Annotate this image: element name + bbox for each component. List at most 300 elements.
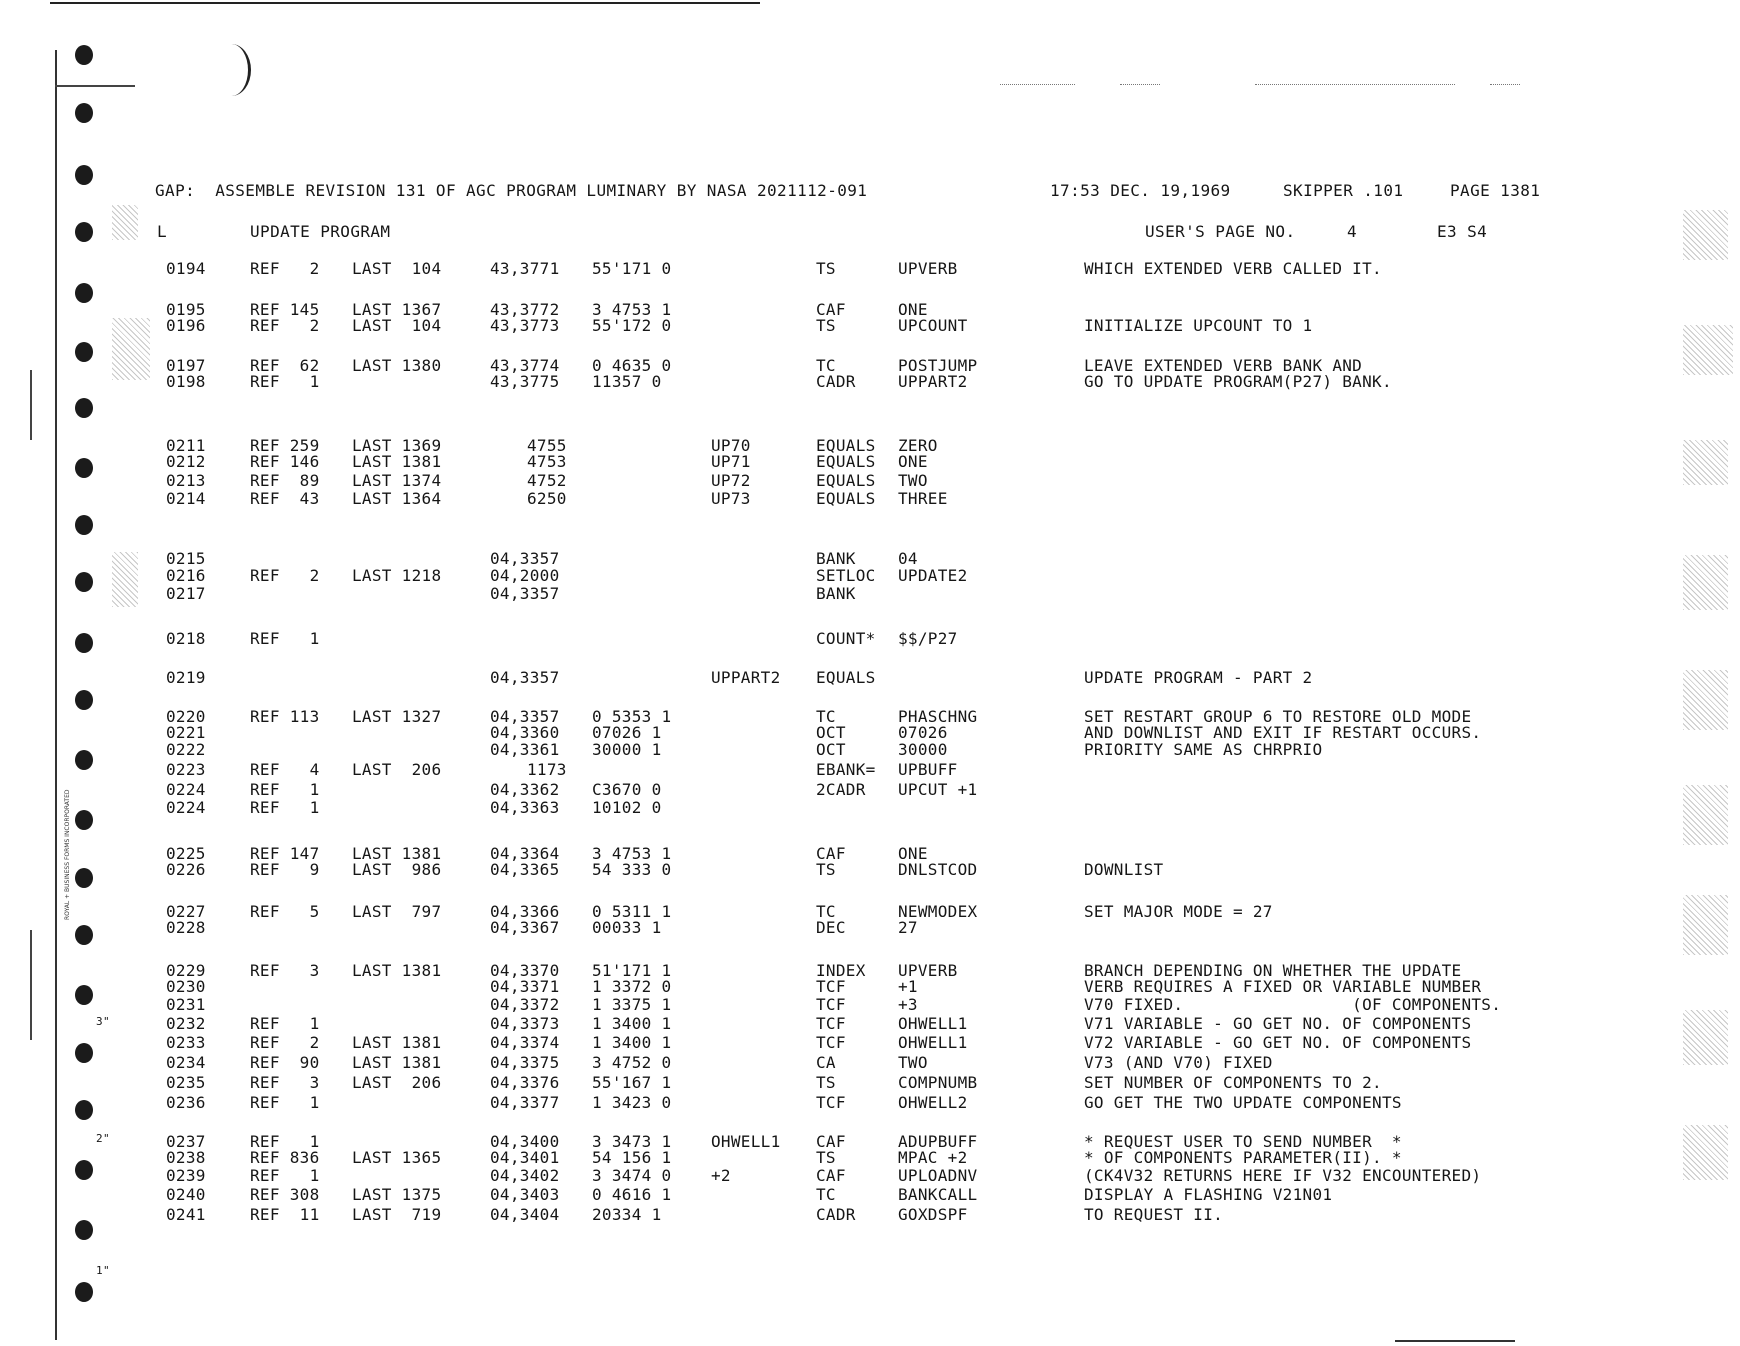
last-ref: LAST 1364: [352, 489, 442, 508]
opcode: TS: [816, 860, 836, 879]
address: 04,3371: [490, 977, 560, 996]
left-margin-rule: [55, 50, 57, 1340]
opcode: OCT: [816, 740, 846, 759]
opcode: SETLOC: [816, 566, 876, 585]
line-number: 0235: [166, 1073, 206, 1092]
last-ref: LAST 1381: [352, 1033, 442, 1052]
scan-smudge: [1683, 440, 1728, 485]
address: 04,3360: [490, 723, 560, 742]
punch-hole: [75, 572, 93, 592]
print-timestamp: 17:53 DEC. 19,1969: [1050, 181, 1231, 200]
line-number: 0221: [166, 723, 206, 742]
ref-count: REF 62: [250, 356, 320, 375]
object-word: 00033 1: [592, 918, 662, 937]
operand: UPBUFF: [898, 760, 958, 779]
opcode: BANK: [816, 584, 856, 603]
scan-smudge: [1683, 1010, 1728, 1065]
comment: SET RESTART GROUP 6 TO RESTORE OLD MODE: [1084, 707, 1472, 726]
opcode: TCF: [816, 977, 846, 996]
line-number: 0234: [166, 1053, 206, 1072]
operand: OHWELL1: [898, 1014, 968, 1033]
opcode: EQUALS: [816, 436, 876, 455]
label: UP73: [711, 489, 751, 508]
form-vendor-label: ROYAL + BUSINESS FORMS INCORPORATED: [64, 789, 71, 920]
opcode: CAF: [816, 300, 846, 319]
operand: ADUPBUFF: [898, 1132, 978, 1151]
last-ref: LAST 1327: [352, 707, 442, 726]
line-number: 0223: [166, 760, 206, 779]
object-word: 30000 1: [592, 740, 662, 759]
object-word: 07026 1: [592, 723, 662, 742]
line-number: 0232: [166, 1014, 206, 1033]
scan-smudge: [1683, 210, 1728, 260]
ref-count: REF 2: [250, 1033, 320, 1052]
address: 04,3364: [490, 844, 560, 863]
line-number: 0227: [166, 902, 206, 921]
line-number: 0198: [166, 372, 206, 391]
last-ref: LAST 986: [352, 860, 442, 879]
object-word: 0 4616 1: [592, 1185, 672, 1204]
opcode: CAF: [816, 1132, 846, 1151]
label: UP72: [711, 471, 751, 490]
scan-smudge: [1683, 785, 1728, 845]
last-ref: LAST 1365: [352, 1148, 442, 1167]
opcode: TC: [816, 356, 836, 375]
line-number: 0212: [166, 452, 206, 471]
ref-count: REF 308: [250, 1185, 320, 1204]
address: 04,3374: [490, 1033, 560, 1052]
top-rule: [50, 2, 760, 4]
opcode: TS: [816, 1148, 836, 1167]
operand: 27: [898, 918, 918, 937]
margin-mark: 3": [96, 1015, 111, 1028]
address: 04,3370: [490, 961, 560, 980]
line-number: 0213: [166, 471, 206, 490]
address: 04,3372: [490, 995, 560, 1014]
comment: UPDATE PROGRAM - PART 2: [1084, 668, 1313, 687]
document-title: GAP: ASSEMBLE REVISION 131 OF AGC PROGRAM LUMINARY BY NASA 2021112-091: [155, 181, 868, 200]
operand: OHWELL2: [898, 1093, 968, 1112]
address: 04,3404: [490, 1205, 560, 1224]
operand: +1: [898, 977, 918, 996]
ref-count: REF 5: [250, 902, 320, 921]
ref-count: REF 145: [250, 300, 320, 319]
label: UPPART2: [711, 668, 781, 687]
section-code: E3 S4: [1437, 222, 1488, 241]
address: 43,3773: [490, 316, 560, 335]
punch-hole: [75, 458, 93, 478]
opcode: CAF: [816, 1166, 846, 1185]
address: 4752: [527, 471, 567, 490]
line-number: 0231: [166, 995, 206, 1014]
address: 04,3365: [490, 860, 560, 879]
object-word: 51'171 1: [592, 961, 672, 980]
operand: ONE: [898, 844, 928, 863]
object-word: 11357 0: [592, 372, 662, 391]
address: 04,3401: [490, 1148, 560, 1167]
bottom-rule: [1395, 1340, 1515, 1342]
opcode: TC: [816, 902, 836, 921]
scan-smudge: [112, 205, 138, 240]
ref-count: REF 3: [250, 961, 320, 980]
scan-smudge: [1683, 670, 1728, 730]
opcode: EQUALS: [816, 452, 876, 471]
comment: V72 VARIABLE - GO GET NO. OF COMPONENTS: [1084, 1033, 1472, 1052]
comment: * REQUEST USER TO SEND NUMBER *: [1084, 1132, 1402, 1151]
object-word: 3 4753 1: [592, 844, 672, 863]
object-word: 0 4635 0: [592, 356, 672, 375]
opcode: 2CADR: [816, 780, 866, 799]
punch-hole: [75, 750, 93, 770]
opcode: EQUALS: [816, 471, 876, 490]
punch-hole: [75, 868, 93, 888]
address: 04,3367: [490, 918, 560, 937]
object-word: 54 333 0: [592, 860, 672, 879]
address: 04,3377: [490, 1093, 560, 1112]
ref-count: REF 1: [250, 372, 320, 391]
label: +2: [711, 1166, 731, 1185]
line-number: 0220: [166, 707, 206, 726]
address: 04,3400: [490, 1132, 560, 1151]
ref-count: REF 1: [250, 1093, 320, 1112]
operand: 07026: [898, 723, 948, 742]
address: 04,3375: [490, 1053, 560, 1072]
address: 04,3373: [490, 1014, 560, 1033]
opcode: TCF: [816, 995, 846, 1014]
comment: TO REQUEST II.: [1084, 1205, 1224, 1224]
ref-count: REF 43: [250, 489, 320, 508]
operand: COMPNUMB: [898, 1073, 978, 1092]
comment: * OF COMPONENTS PARAMETER(II). *: [1084, 1148, 1402, 1167]
last-ref: LAST 206: [352, 1073, 442, 1092]
scan-smudge: [1683, 1125, 1728, 1180]
line-number: 0217: [166, 584, 206, 603]
object-word: 55'167 1: [592, 1073, 672, 1092]
comment: SET NUMBER OF COMPONENTS TO 2.: [1084, 1073, 1382, 1092]
skipper-label: SKIPPER .101: [1283, 181, 1404, 200]
opcode: CAF: [816, 844, 846, 863]
ref-count: REF 836: [250, 1148, 320, 1167]
opcode: CADR: [816, 1205, 856, 1224]
ref-count: REF 3: [250, 1073, 320, 1092]
scan-smudge: [112, 318, 150, 380]
ref-count: REF 1: [250, 1132, 320, 1151]
faint-mark: [1120, 84, 1160, 86]
line-number: 0240: [166, 1185, 206, 1204]
ref-count: REF 1: [250, 629, 320, 648]
ref-count: REF 1: [250, 780, 320, 799]
comment: V70 FIXED. (OF COMPONENTS.: [1084, 995, 1502, 1014]
users-page-label: USER'S PAGE NO.: [1145, 222, 1296, 241]
address: 43,3774: [490, 356, 560, 375]
punch-hole: [75, 810, 93, 830]
operand: DNLSTCOD: [898, 860, 978, 879]
last-ref: LAST 1381: [352, 844, 442, 863]
address: 04,3376: [490, 1073, 560, 1092]
comment: V71 VARIABLE - GO GET NO. OF COMPONENTS: [1084, 1014, 1472, 1033]
comment: (CK4V32 RETURNS HERE IF V32 ENCOUNTERED): [1084, 1166, 1482, 1185]
object-word: 10102 0: [592, 798, 662, 817]
address: 04,3357: [490, 584, 560, 603]
punch-hole: [75, 222, 93, 242]
last-ref: LAST 1367: [352, 300, 442, 319]
operand: THREE: [898, 489, 948, 508]
opcode: BANK: [816, 549, 856, 568]
opcode: EQUALS: [816, 489, 876, 508]
address: 04,3357: [490, 668, 560, 687]
line-number: 0237: [166, 1132, 206, 1151]
object-word: 1 3400 1: [592, 1033, 672, 1052]
operand: ONE: [898, 452, 928, 471]
address: 43,3772: [490, 300, 560, 319]
section-title: UPDATE PROGRAM: [250, 222, 391, 241]
margin-tick: [30, 370, 32, 440]
line-number: 0219: [166, 668, 206, 687]
comment: PRIORITY SAME AS CHRPRIO: [1084, 740, 1323, 759]
line-number: 0214: [166, 489, 206, 508]
object-word: 1 3372 0: [592, 977, 672, 996]
line-number: 0224: [166, 780, 206, 799]
ref-count: REF 2: [250, 316, 320, 335]
operand: UPCUT +1: [898, 780, 978, 799]
operand: TWO: [898, 471, 928, 490]
address: 04,2000: [490, 566, 560, 585]
margin-tick: [30, 930, 32, 1040]
scan-smudge: [1683, 555, 1728, 610]
label: OHWELL1: [711, 1132, 781, 1151]
object-word: 0 5311 1: [592, 902, 672, 921]
punch-hole: [75, 1220, 93, 1240]
operand: GOXDSPF: [898, 1205, 968, 1224]
label: UP71: [711, 452, 751, 471]
object-word: 3 4753 1: [592, 300, 672, 319]
object-word: C3670 0: [592, 780, 662, 799]
address: 4755: [527, 436, 567, 455]
last-ref: LAST 1381: [352, 1053, 442, 1072]
line-number: 0239: [166, 1166, 206, 1185]
opcode: CA: [816, 1053, 836, 1072]
operand: UPLOADNV: [898, 1166, 978, 1185]
opcode: TC: [816, 707, 836, 726]
last-ref: LAST 1381: [352, 961, 442, 980]
opcode: INDEX: [816, 961, 866, 980]
operand: POSTJUMP: [898, 356, 978, 375]
line-number: 0197: [166, 356, 206, 375]
opcode: OCT: [816, 723, 846, 742]
comment: VERB REQUIRES A FIXED OR VARIABLE NUMBER: [1084, 977, 1482, 996]
ref-count: REF 1: [250, 1014, 320, 1033]
ref-count: REF 147: [250, 844, 320, 863]
last-ref: LAST 719: [352, 1205, 442, 1224]
line-number: 0228: [166, 918, 206, 937]
operand: NEWMODEX: [898, 902, 978, 921]
line-number: 0195: [166, 300, 206, 319]
operand: UPVERB: [898, 961, 958, 980]
object-word: 3 3473 1: [592, 1132, 672, 1151]
users-page-number: 4: [1347, 222, 1358, 241]
opcode: TS: [816, 1073, 836, 1092]
object-word: 0 5353 1: [592, 707, 672, 726]
last-ref: LAST 1218: [352, 566, 442, 585]
punch-hole: [75, 103, 93, 123]
opcode: TS: [816, 259, 836, 278]
operand: TWO: [898, 1053, 928, 1072]
opcode: CADR: [816, 372, 856, 391]
line-number: 0236: [166, 1093, 206, 1112]
punch-hole: [75, 398, 93, 418]
opcode: TCF: [816, 1033, 846, 1052]
last-ref: LAST 1374: [352, 471, 442, 490]
ref-count: REF 90: [250, 1053, 320, 1072]
operand: 04: [898, 549, 918, 568]
punch-hole: [75, 283, 93, 303]
line-number: 0225: [166, 844, 206, 863]
faint-mark: [1255, 84, 1455, 86]
page-number: PAGE 1381: [1450, 181, 1541, 200]
operand: UPDATE2: [898, 566, 968, 585]
address: 43,3775: [490, 372, 560, 391]
punch-hole: [75, 515, 93, 535]
address: 43,3771: [490, 259, 560, 278]
label: UP70: [711, 436, 751, 455]
line-number: 0194: [166, 259, 206, 278]
comment: DOWNLIST: [1084, 860, 1164, 879]
operand: UPCOUNT: [898, 316, 968, 335]
line-number: 0238: [166, 1148, 206, 1167]
faint-mark: [1490, 84, 1520, 86]
object-word: 3 3474 0: [592, 1166, 672, 1185]
ref-count: REF 4: [250, 760, 320, 779]
opcode: TCF: [816, 1093, 846, 1112]
ref-count: REF 113: [250, 707, 320, 726]
last-ref: LAST 797: [352, 902, 442, 921]
punch-hole: [75, 690, 93, 710]
line-number: 0215: [166, 549, 206, 568]
line-number: 0241: [166, 1205, 206, 1224]
punch-hole: [75, 165, 93, 185]
operand: UPPART2: [898, 372, 968, 391]
last-ref: LAST 104: [352, 316, 442, 335]
address: 6250: [527, 489, 567, 508]
ref-count: REF 9: [250, 860, 320, 879]
line-number: 0216: [166, 566, 206, 585]
operand: +3: [898, 995, 918, 1014]
object-word: 55'172 0: [592, 316, 672, 335]
left-margin-notch: [55, 85, 135, 87]
scan-smudge: [112, 552, 138, 607]
punch-hole: [75, 633, 93, 653]
line-number: 0224: [166, 798, 206, 817]
punch-hole: [75, 1282, 93, 1302]
opcode: TS: [816, 316, 836, 335]
object-word: 1 3423 0: [592, 1093, 672, 1112]
ref-count: REF 1: [250, 798, 320, 817]
object-word: 54 156 1: [592, 1148, 672, 1167]
object-word: 20334 1: [592, 1205, 662, 1224]
object-word: 1 3400 1: [592, 1014, 672, 1033]
punch-hole: [75, 1100, 93, 1120]
line-number: 0211: [166, 436, 206, 455]
ref-count: REF 89: [250, 471, 320, 490]
comment: INITIALIZE UPCOUNT TO 1: [1084, 316, 1313, 335]
line-number: 0222: [166, 740, 206, 759]
comment: GO TO UPDATE PROGRAM(P27) BANK.: [1084, 372, 1392, 391]
margin-mark: 1": [96, 1264, 111, 1277]
line-number: 0230: [166, 977, 206, 996]
opcode: TC: [816, 1185, 836, 1204]
pencil-mark: [212, 44, 251, 96]
operand: ONE: [898, 300, 928, 319]
operand: ZERO: [898, 436, 938, 455]
comment: LEAVE EXTENDED VERB BANK AND: [1084, 356, 1363, 375]
operand: UPVERB: [898, 259, 958, 278]
operand: BANKCALL: [898, 1185, 978, 1204]
punch-hole: [75, 1160, 93, 1180]
opcode: DEC: [816, 918, 846, 937]
opcode: EBANK=: [816, 760, 876, 779]
operand: 30000: [898, 740, 948, 759]
punch-hole: [75, 985, 93, 1005]
last-ref: LAST 104: [352, 259, 442, 278]
address: 04,3402: [490, 1166, 560, 1185]
address: 1173: [527, 760, 567, 779]
opcode: COUNT*: [816, 629, 876, 648]
operand: PHASCHNG: [898, 707, 978, 726]
comment: V73 (AND V70) FIXED: [1084, 1053, 1273, 1072]
ref-count: REF 11: [250, 1205, 320, 1224]
operand: $$/P27: [898, 629, 958, 648]
line-number: 0226: [166, 860, 206, 879]
line-number: 0218: [166, 629, 206, 648]
address: 04,3357: [490, 707, 560, 726]
comment: BRANCH DEPENDING ON WHETHER THE UPDATE: [1084, 961, 1462, 980]
comment: WHICH EXTENDED VERB CALLED IT.: [1084, 259, 1382, 278]
opcode: EQUALS: [816, 668, 876, 687]
operand: OHWELL1: [898, 1033, 968, 1052]
ref-count: REF 1: [250, 1166, 320, 1185]
ref-count: REF 2: [250, 566, 320, 585]
scan-smudge: [1683, 325, 1733, 375]
address: 04,3357: [490, 549, 560, 568]
punch-hole: [75, 1043, 93, 1063]
punch-hole: [75, 925, 93, 945]
last-ref: LAST 1369: [352, 436, 442, 455]
operand: MPAC +2: [898, 1148, 968, 1167]
line-number: 0196: [166, 316, 206, 335]
address: 04,3366: [490, 902, 560, 921]
comment: AND DOWNLIST AND EXIT IF RESTART OCCURS.: [1084, 723, 1482, 742]
scan-smudge: [1683, 895, 1728, 955]
object-word: 1 3375 1: [592, 995, 672, 1014]
ref-count: REF 146: [250, 452, 320, 471]
last-ref: LAST 1375: [352, 1185, 442, 1204]
last-ref: LAST 1381: [352, 452, 442, 471]
object-word: 3 4752 0: [592, 1053, 672, 1072]
object-word: 55'171 0: [592, 259, 672, 278]
punch-hole: [75, 45, 93, 65]
ref-count: REF 2: [250, 259, 320, 278]
section-mark: L: [157, 222, 168, 241]
address: 04,3361: [490, 740, 560, 759]
address: 04,3403: [490, 1185, 560, 1204]
last-ref: LAST 206: [352, 760, 442, 779]
last-ref: LAST 1380: [352, 356, 442, 375]
opcode: TCF: [816, 1014, 846, 1033]
ref-count: REF 259: [250, 436, 320, 455]
faint-mark: [1000, 84, 1075, 86]
line-number: 0233: [166, 1033, 206, 1052]
line-number: 0229: [166, 961, 206, 980]
